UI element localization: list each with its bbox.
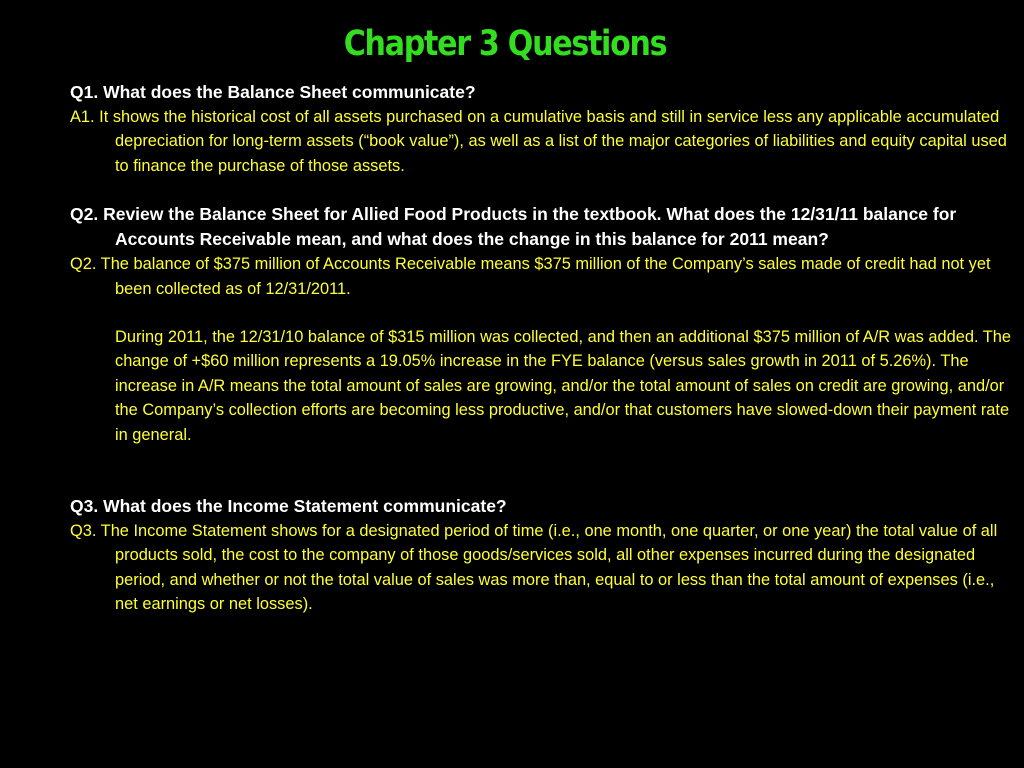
answer-2-paragraph-2: During 2011, the 12/31/10 balance of $315 million was collected, and then an additional $375 million of A/R was added. The change of +$60 million represents a 19.05% increase in the FYE balance (versus sales growth in 2011 of 5.26%). The increase in A/R means the total amount of sales are growing, and/or the total amount of sales on credit are growing, and/or the Company’s collection efforts are becoming less productive, and/or that customers have slowed-down their payment rate in general. <box>115 328 1012 444</box>
spacer <box>70 178 1020 202</box>
question-3: Q3. What does the Income Statement communicate? <box>70 496 507 517</box>
slide-body <box>70 80 1020 617</box>
answer-2-paragraph-1: Q2. The balance of $375 million of Accounts Receivable means $375 million of the Company’s sales made of credit had not yet been collected as of 12/31/2011. <box>70 255 991 298</box>
spacer <box>70 447 1020 494</box>
answer-3: Q3. The Income Statement shows for a designated period of time (i.e., one month, one quarter, or one year) the total value of all products sold, the cost to the company of those goods/services sold, all other expenses incurred during the designated period, and whether or not the total value of sales was more than, equal to or less than the total amount of expenses (i.e., net earnings or net losses). <box>70 522 998 614</box>
question-2: Q2. Review the Balance Sheet for Allied Food Products in the textbook. What does the 12/31/11 balance for Accounts Receivable mean, and what does the change in this balance for 2011 mean? <box>70 204 957 250</box>
slide-title: Chapter 3 Questions <box>343 24 667 64</box>
answer-1: A1. It shows the historical cost of all assets purchased on a cumulative basis and still in service less any applicable accumulated depreciation for long-term assets (“book value”), as well as a list of the major categories of liabilities and equity capital used to finance the purchase of those assets. <box>70 108 1007 175</box>
spacer <box>70 301 1020 325</box>
question-1: Q1. What does the Balance Sheet communicate? <box>70 82 476 102</box>
